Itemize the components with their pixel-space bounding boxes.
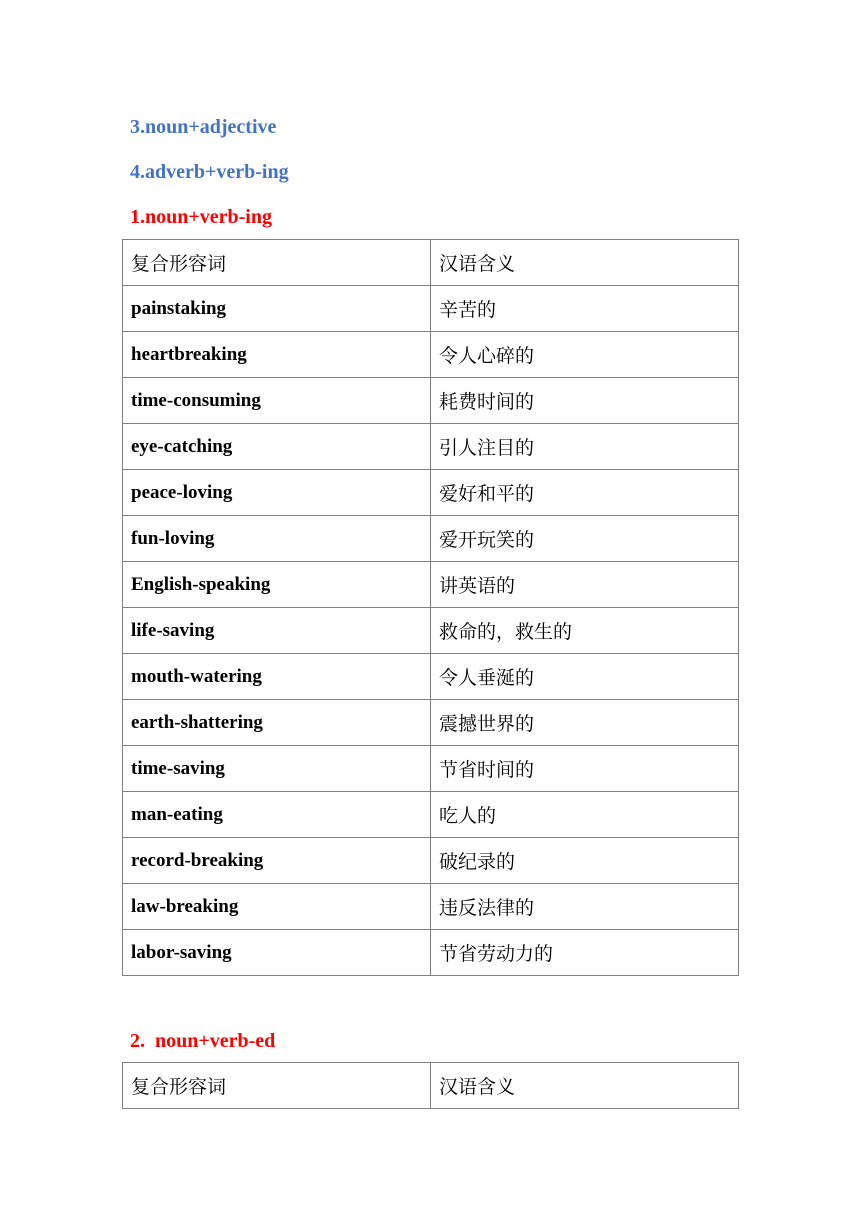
table-row [123,562,739,608]
table-row [123,884,739,930]
table-header-row [123,1063,739,1109]
english-term: labor-saving [123,930,431,976]
english-term: painstaking [123,286,431,332]
english-term: time-consuming [123,378,431,424]
english-term: heartbreaking [123,332,431,378]
chinese-meaning: 破纪录的 [431,838,739,884]
chinese-meaning: 令人垂涎的 [431,654,739,700]
english-term: record-breaking [123,838,431,884]
chinese-meaning: 爱开玩笑的 [431,516,739,562]
table-row [123,286,739,332]
chinese-meaning: 辛苦的 [431,286,739,332]
english-term: time-saving [123,746,431,792]
header-chinese-meaning: 汉语含义 [431,1063,739,1109]
chinese-meaning: 讲英语的 [431,562,739,608]
header-chinese-meaning: 汉语含义 [431,240,739,286]
heading-noun-verb-ed: 2. noun+verb-ed [130,1030,276,1052]
table-row [123,746,739,792]
chinese-meaning: 节省时间的 [431,746,739,792]
table-row [123,654,739,700]
chinese-meaning: 震撼世界的 [431,700,739,746]
english-term: earth-shattering [123,700,431,746]
english-term: law-breaking [123,884,431,930]
table-header-row [123,240,739,286]
heading-noun-adjective: 3.noun+adjective [130,116,277,138]
table-row [123,608,739,654]
table-row [123,700,739,746]
table-row [123,332,739,378]
english-term: eye-catching [123,424,431,470]
english-term: fun-loving [123,516,431,562]
table-row [123,838,739,884]
table-row [123,424,739,470]
chinese-meaning: 吃人的 [431,792,739,838]
english-term: mouth-watering [123,654,431,700]
header-compound-adjective: 复合形容词 [123,240,431,286]
chinese-meaning: 耗费时间的 [431,378,739,424]
vocab-table-noun-verb-ed [122,1062,739,1109]
table-row [123,378,739,424]
heading-adverb-verb-ing: 4.adverb+verb-ing [130,161,289,183]
chinese-meaning: 节省劳动力的 [431,930,739,976]
english-term: peace-loving [123,470,431,516]
vocab-table-noun-verb-ing [122,239,739,976]
table-row [123,470,739,516]
chinese-meaning: 救命的，救生的 [431,608,739,654]
chinese-meaning: 令人心碎的 [431,332,739,378]
english-term: English-speaking [123,562,431,608]
chinese-meaning: 爱好和平的 [431,470,739,516]
header-compound-adjective: 复合形容词 [123,1063,431,1109]
heading-noun-verb-ing: 1.noun+verb-ing [130,206,272,228]
chinese-meaning: 引人注目的 [431,424,739,470]
table-row [123,930,739,976]
table-row [123,516,739,562]
english-term: life-saving [123,608,431,654]
table-row [123,792,739,838]
chinese-meaning: 违反法律的 [431,884,739,930]
english-term: man-eating [123,792,431,838]
